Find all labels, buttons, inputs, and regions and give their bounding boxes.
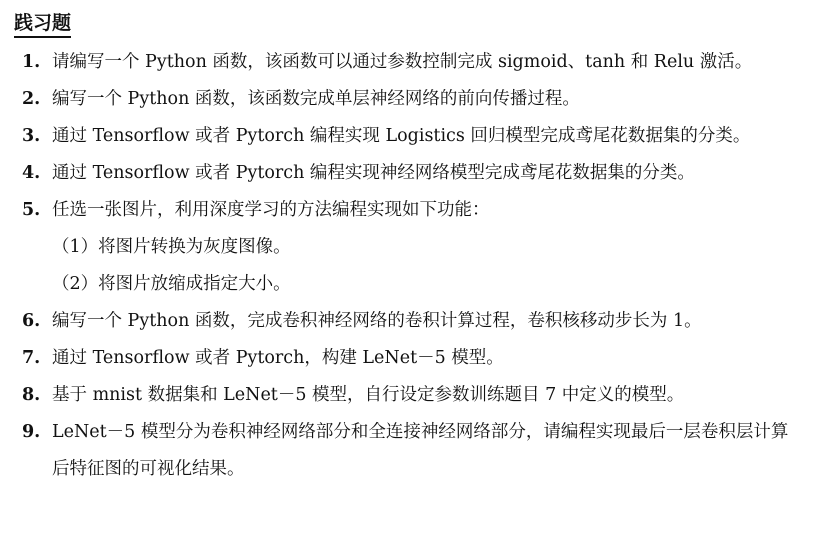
exercise-list xyxy=(0,44,824,488)
exercise-text: 通过 Tensorflow 或者 Pytorch 编程实现神经网络模型完成鸢尾花数据集的分类。 xyxy=(52,163,695,183)
exercise-text: 任选一张图片，利用深度学习的方法编程实现如下功能： xyxy=(52,200,490,220)
exercise-number: 8. xyxy=(22,385,41,405)
exercise-number: 9. xyxy=(22,422,41,442)
exercise-item-4 xyxy=(0,155,824,192)
exercise-text: 基于 mnist 数据集和 LeNet－5 模型，自行设定参数训练题目 7 中定义的模型。 xyxy=(52,385,685,405)
exercise-number: 5. xyxy=(22,200,41,220)
exercise-number: 6. xyxy=(22,311,41,331)
exercise-subitem-1: （1）将图片转换为灰度图像。 xyxy=(52,237,291,257)
section-title: 践习题 xyxy=(14,10,71,38)
exercise-subitem-2: （2）将图片放缩成指定大小。 xyxy=(52,274,291,294)
exercise-number: 4. xyxy=(22,163,41,183)
exercise-text: LeNet－5 模型分为卷积神经网络部分和全连接神经网络部分，请编程实现最后一层卷积层计算后特征图的可视化结果。 xyxy=(52,422,789,479)
exercise-item-3 xyxy=(0,118,824,155)
exercise-number: 2. xyxy=(22,89,41,109)
exercise-item-8 xyxy=(0,377,824,414)
exercise-item-6 xyxy=(0,303,824,340)
exercise-text: 通过 Tensorflow 或者 Pytorch，构建 LeNet－5 模型。 xyxy=(52,348,504,368)
exercise-text: 通过 Tensorflow 或者 Pytorch 编程实现 Logistics 回归模型完成鸢尾花数据集的分类。 xyxy=(52,126,751,146)
exercise-item-5 xyxy=(0,192,824,229)
exercise-text: 请编写一个 Python 函数，该函数可以通过参数控制完成 sigmoid、tanh 和 Relu 激活。 xyxy=(52,52,753,72)
exercise-text: 编写一个 Python 函数，该函数完成单层神经网络的前向传播过程。 xyxy=(52,89,580,109)
exercise-item-7 xyxy=(0,340,824,377)
exercise-number: 3. xyxy=(22,126,41,146)
exercise-item-9 xyxy=(0,414,824,488)
exercise-item-1 xyxy=(0,44,824,81)
exercise-number: 7. xyxy=(22,348,41,368)
exercise-text: 编写一个 Python 函数，完成卷积神经网络的卷积计算过程，卷积核移动步长为 1。 xyxy=(52,311,702,331)
exercise-number: 1. xyxy=(22,52,41,72)
exercise-item-2 xyxy=(0,81,824,118)
